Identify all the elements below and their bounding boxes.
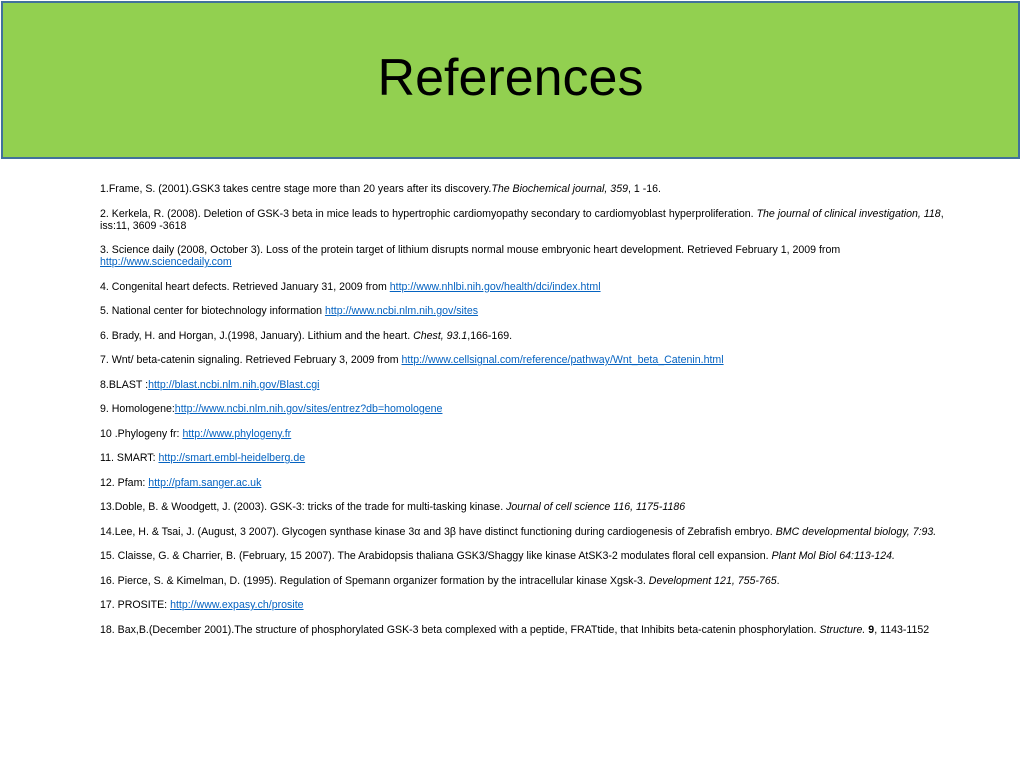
reference-link[interactable]: http://www.sciencedaily.com (100, 256, 232, 268)
reference-item-3 (100, 244, 945, 268)
reference-pre-text: 2. Kerkela, R. (2008). Deletion of GSK-3 beta in mice leads to hypertrophic cardiomyopathy secondary to cardiomyoblast hyperproliferation. (100, 207, 757, 220)
reference-pre-text: 7. Wnt/ beta-catenin signaling. Retrieved February 3, 2009 from (100, 354, 402, 366)
reference-pre-text: 4. Congenital heart defects. Retrieved January 31, 2009 from (100, 280, 390, 293)
reference-italic-text: The Biochemical journal, 359 (491, 183, 628, 195)
reference-link[interactable]: http://blast.ncbi.nlm.nih.gov/Blast.cgi (148, 378, 320, 391)
reference-pre-text: 1.Frame, S. (2001).GSK3 takes centre stage more than 20 years after its discovery. (100, 183, 492, 195)
reference-link[interactable]: http://pfam.sanger.ac.uk (148, 476, 262, 489)
reference-item-7 (100, 354, 945, 366)
reference-item-12 (100, 477, 945, 489)
reference-pre-text: 8.BLAST : (100, 378, 149, 391)
reference-link[interactable]: http://www.ncbi.nlm.nih.gov/sites/entrez?db=homologene (174, 403, 443, 415)
reference-pre-text: 10 .Phylogeny fr: (100, 427, 183, 440)
reference-pre-text: 15. Claisse, G. & Charrier, B. (February, 15 2007). The Arabidopsis thaliana GSK3/Shaggy like kinase AtSK3-2 modulates floral cell expansion. (100, 550, 772, 562)
reference-item-2 (100, 208, 945, 232)
reference-link[interactable]: http://smart.embl-heidelberg.de (158, 452, 306, 464)
reference-italic-text: The journal of clinical investigation, 118 (756, 207, 941, 220)
reference-pre-text: 5. National center for biotechnology information (100, 305, 325, 317)
reference-pre-text: 18. Bax,B.(December 2001).The structure of phosphorylated GSK-3 beta complexed with a peptide, FRATtide, that Inhibits beta-catenin phosphorylation. (100, 623, 820, 636)
reference-item-17 (100, 599, 945, 611)
reference-pre-text: 16. Pierce, S. & Kimelman, D. (1995). Regulation of Spemann organizer formation by the intracellular kinase Xgsk-3. (100, 574, 649, 587)
reference-pre-text: 3. Science daily (2008, October 3). Loss of the protein target of lithium disrupts normal mouse embryonic heart development. Retrieved February 1, 2009 from (100, 244, 841, 256)
reference-post-text: , 1 -16. (627, 183, 661, 195)
reference-item-4 (100, 281, 945, 293)
reference-link[interactable]: http://www.ncbi.nlm.nih.gov/sites (324, 305, 479, 317)
reference-link[interactable]: http://www.cellsignal.com/reference/pathway/Wnt_beta_Catenin.html (401, 354, 724, 366)
reference-item-5 (100, 305, 945, 317)
reference-item-18 (100, 624, 945, 636)
reference-item-10 (100, 428, 945, 440)
reference-pre-text: 13.Doble, B. & Woodgett, J. (2003). GSK-3: tricks of the trade for multi-tasking kinase. (100, 501, 507, 513)
reference-item-6 (100, 330, 945, 342)
reference-italic-text: Journal of cell science 116, 1175-1186 (506, 501, 686, 513)
reference-item-11 (100, 452, 945, 464)
reference-italic-text: Development 121, 755-765 (648, 574, 777, 587)
reference-pre-text: 6. Brady, H. and Horgan, J.(1998, January). Lithium and the heart. (100, 329, 414, 342)
reference-italic-text: BMC developmental biology, 7:93. (775, 525, 937, 538)
slide-title: References (377, 49, 644, 107)
title-band (1, 1, 1020, 159)
reference-link[interactable]: http://www.phylogeny.fr (182, 427, 292, 440)
reference-pre-text: 9. Homologene: (100, 403, 175, 415)
reference-italic-text: Plant Mol Biol 64:113-124. (771, 550, 895, 562)
reference-link[interactable]: http://www.nhlbi.nih.gov/health/dci/index.html (389, 280, 601, 293)
reference-post-text: , 1143-1152 (874, 623, 930, 636)
reference-item-1 (100, 183, 945, 195)
reference-item-16 (100, 575, 945, 587)
reference-link[interactable]: http://www.expasy.ch/prosite (170, 599, 304, 611)
reference-post-text: ,166-169. (467, 329, 513, 342)
reference-italic-text: Chest, 93.1 (413, 329, 468, 342)
reference-italic-text: Structure. (819, 623, 866, 636)
reference-item-9 (100, 403, 945, 415)
reference-bold-text: 9 (868, 623, 875, 636)
reference-item-14 (100, 526, 945, 538)
reference-pre-text: 12. Pfam: (100, 476, 149, 489)
reference-list (100, 183, 945, 648)
reference-pre-text: 17. PROSITE: (100, 599, 171, 611)
reference-pre-text: 11. SMART: (100, 452, 159, 464)
reference-item-15 (100, 550, 945, 562)
reference-post-text: . (776, 574, 780, 587)
reference-pre-text: 14.Lee, H. & Tsai, J. (August, 3 2007). Glycogen synthase kinase 3α and 3β have distinct functioning during cardiogenesis of Zebrafish embryo. (100, 525, 776, 538)
reference-item-8 (100, 379, 945, 391)
reference-item-13 (100, 501, 945, 513)
reference-post-text: , iss:11, 3609 -3618 (100, 207, 944, 232)
